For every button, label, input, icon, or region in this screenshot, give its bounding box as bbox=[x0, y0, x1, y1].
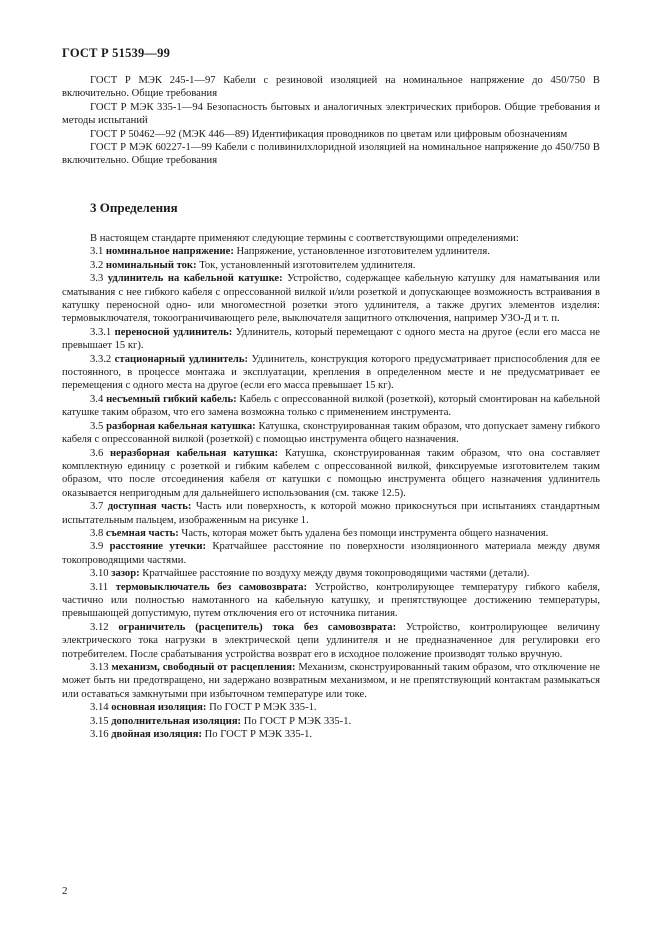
definition-item bbox=[62, 245, 600, 258]
definition-item bbox=[62, 621, 600, 661]
page-number: 2 bbox=[62, 885, 68, 897]
definition-number: 3.3.2 bbox=[90, 353, 115, 365]
reference-item: ГОСТ Р 50462—92 (МЭК 446—89) Идентификация проводников по цветам или цифровым обозначениям bbox=[90, 128, 568, 140]
references-list bbox=[62, 74, 600, 168]
definition-text: Катушка, сконструированная таким образом, что она составляет комплектную единицу с розеткой и гибким кабелем с опрессованной вилкой, фиксируемые изготовителем таким образом, что после отсоединения кабеля от катушки с помощью инструмента общего назначения удлинитель оказывается непригодным для дальнейшего использования (см. также 12.5). bbox=[62, 447, 601, 499]
definition-item bbox=[62, 728, 600, 741]
document-header: ГОСТ Р 51539—99 bbox=[62, 46, 171, 60]
definition-text: Удлинитель, конструкция которого предусматривает приспособления для ее постоянного, в процессе монтажа и эксплуатации, крепления в определенном месте и не предусматривает ее перемещения с одного места на другое (если его масса превышает 15 кг). bbox=[62, 353, 600, 392]
definition-text: Напряжение, установленное изготовителем удлинителя. bbox=[233, 246, 490, 258]
definition-term: термовыключатель без самовозврата: bbox=[115, 581, 308, 593]
definition-number: 3.15 bbox=[90, 715, 112, 727]
definition-item bbox=[62, 353, 600, 393]
definition-term: номинальное напряжение: bbox=[105, 246, 234, 258]
definition-term: дополнительная изоляция: bbox=[111, 715, 242, 727]
definition-number: 3.9 bbox=[90, 541, 110, 553]
definition-item bbox=[62, 259, 600, 272]
definition-item bbox=[62, 272, 600, 326]
definition-term: основная изоляция: bbox=[111, 702, 207, 714]
definition-number: 3.5 bbox=[90, 420, 107, 432]
definition-text: Часть, которая может быть удалена без помощи инструмента общего назначения. bbox=[178, 527, 549, 539]
definition-number: 3.12 bbox=[90, 621, 119, 633]
definition-text: Катушка, сконструированная таким образом, что допускает замену гибкого кабеля с опрессованной вилкой (розеткой) с помощью инструмента общего назначения. bbox=[62, 420, 600, 446]
definition-item bbox=[62, 567, 600, 580]
definition-number: 3.3 bbox=[90, 273, 108, 285]
definition-item bbox=[62, 540, 600, 567]
reference-item: ГОСТ Р МЭК 60227-1—99 Кабели с поливинилхлоридной изоляцией на номинальное напряжение до 450/750 В включительно. Общие требования bbox=[62, 142, 600, 167]
definition-item bbox=[62, 500, 600, 527]
definition-term: двойная изоляция: bbox=[111, 729, 202, 741]
definition-term: механизм, свободный от расцепления: bbox=[111, 662, 296, 673]
definition-item bbox=[62, 581, 600, 621]
definition-term: неразборная кабельная катушка: bbox=[110, 447, 279, 459]
definition-text: Устройство, контролирующее температуру гибкого кабеля, частично или полностью намотанного на кабельную катушку, и препятствующее достижению температуры, превышающей допустимую, путем отключения его от источника питания. bbox=[62, 581, 601, 620]
definition-term: зазор: bbox=[111, 568, 140, 580]
definition-number: 3.4 bbox=[90, 393, 107, 405]
definitions-list bbox=[62, 245, 600, 741]
definition-text: По ГОСТ Р МЭК 335-1. bbox=[241, 715, 352, 727]
definition-number: 3.14 bbox=[90, 702, 112, 714]
definition-text: Устройство, контролирующее величину электрического тока нагрузки в электрической цепи удлинителя и не предназначенное для регулировки его потребителем. После срабатывания устройства возврат его в исходное положение производят только вручную. bbox=[62, 621, 600, 660]
definition-item bbox=[62, 447, 600, 501]
definition-term: переносной удлинитель: bbox=[114, 326, 233, 338]
definition-term: доступная часть: bbox=[107, 501, 192, 513]
definition-item bbox=[62, 527, 600, 540]
definitions-body bbox=[62, 232, 600, 741]
definition-term: разборная кабельная катушка: bbox=[106, 420, 256, 432]
definition-text: Устройство, содержащее кабельную катушку для наматывания или сматывания с нее гибкого кабеля с опрессованной вилкой и/или розеткой и допускающее возможность встраивания в катушку переносной одно- или многоместной розетки этого удлинителя, а также других элементов изделия: термовыключателя, токоограничивающего реле, выключателя защитного отключения, например УЗО-Д и т. п. bbox=[62, 273, 601, 325]
definition-item bbox=[62, 701, 600, 714]
definition-text: Кабель с опрессованной вилкой (розеткой), который смонтирован на кабельной катушке таким образом, что его замена возможна только с применением инструмента. bbox=[62, 393, 601, 419]
definition-number: 3.6 bbox=[90, 447, 111, 459]
reference-item: ГОСТ Р МЭК 245-1—97 Кабели с резиновой изоляцией на номинальное напряжение до 450/750 В включительно. Общие требования bbox=[62, 75, 600, 100]
definition-item bbox=[62, 661, 600, 701]
definition-term: ограничитель (расцепитель) тока без самовозврата: bbox=[118, 621, 397, 633]
reference-item: ГОСТ Р МЭК 335-1—94 Безопасность бытовых и аналогичных электрических приборов. Общие требования и методы испытаний bbox=[62, 101, 600, 127]
definition-text: Механизм, сконструированный таким образом, что отключение не может быть ни предотвращено, ни задержано возвратным механизмом, и не препятствующий контактам размыкаться или оставаться замкнутыми при избыточном температуре или токе. bbox=[62, 662, 601, 700]
definition-term: стационарный удлинитель: bbox=[114, 353, 248, 365]
definition-number: 3.16 bbox=[90, 729, 112, 741]
definition-term: съемная часть: bbox=[105, 527, 179, 539]
definition-number: 3.13 bbox=[90, 662, 112, 673]
definition-text: Удлинитель, который перемещают с одного места на другое (если его масса не превышает 15 кг). bbox=[62, 326, 600, 352]
definition-term: номинальный ток: bbox=[105, 259, 197, 271]
intro-paragraph: В настоящем стандарте применяют следующие термины с соответствующими определениями: bbox=[90, 233, 519, 244]
definition-term: удлинитель на кабельной катушке: bbox=[107, 273, 283, 285]
definition-number: 3.2 bbox=[90, 259, 106, 271]
definition-item bbox=[62, 420, 600, 447]
definition-text: Кратчайшее расстояние по поверхности изоляционного материала между двумя токопроводящими частями. bbox=[62, 541, 600, 566]
definition-number: 3.7 bbox=[90, 501, 108, 513]
definition-text: Часть или поверхность, к которой можно прикоснуться при испытаниях стандартным испытательным пальцем, изображенным на рисунке 1. bbox=[62, 501, 601, 526]
definition-item bbox=[62, 326, 600, 353]
definition-number: 3.1 bbox=[90, 246, 106, 258]
definition-text: По ГОСТ Р МЭК 335-1. bbox=[206, 702, 317, 714]
definition-number: 3.3.1 bbox=[90, 326, 115, 338]
definition-number: 3.10 bbox=[90, 568, 112, 580]
section-title: 3 Определения bbox=[90, 200, 178, 215]
definition-number: 3.8 bbox=[90, 527, 106, 539]
definition-item bbox=[62, 715, 600, 728]
definition-item bbox=[62, 393, 600, 420]
definition-text: По ГОСТ Р МЭК 335-1. bbox=[201, 729, 313, 741]
definition-number: 3.11 bbox=[90, 581, 116, 593]
definition-text: Кратчайшее расстояние по воздуху между двумя токопроводящими частями (детали). bbox=[139, 568, 530, 580]
definition-term: расстояние утечки: bbox=[109, 541, 207, 553]
definition-text: Ток, установленный изготовителем удлинителя. bbox=[196, 259, 416, 271]
definition-term: несъемный гибкий кабель: bbox=[106, 393, 237, 405]
